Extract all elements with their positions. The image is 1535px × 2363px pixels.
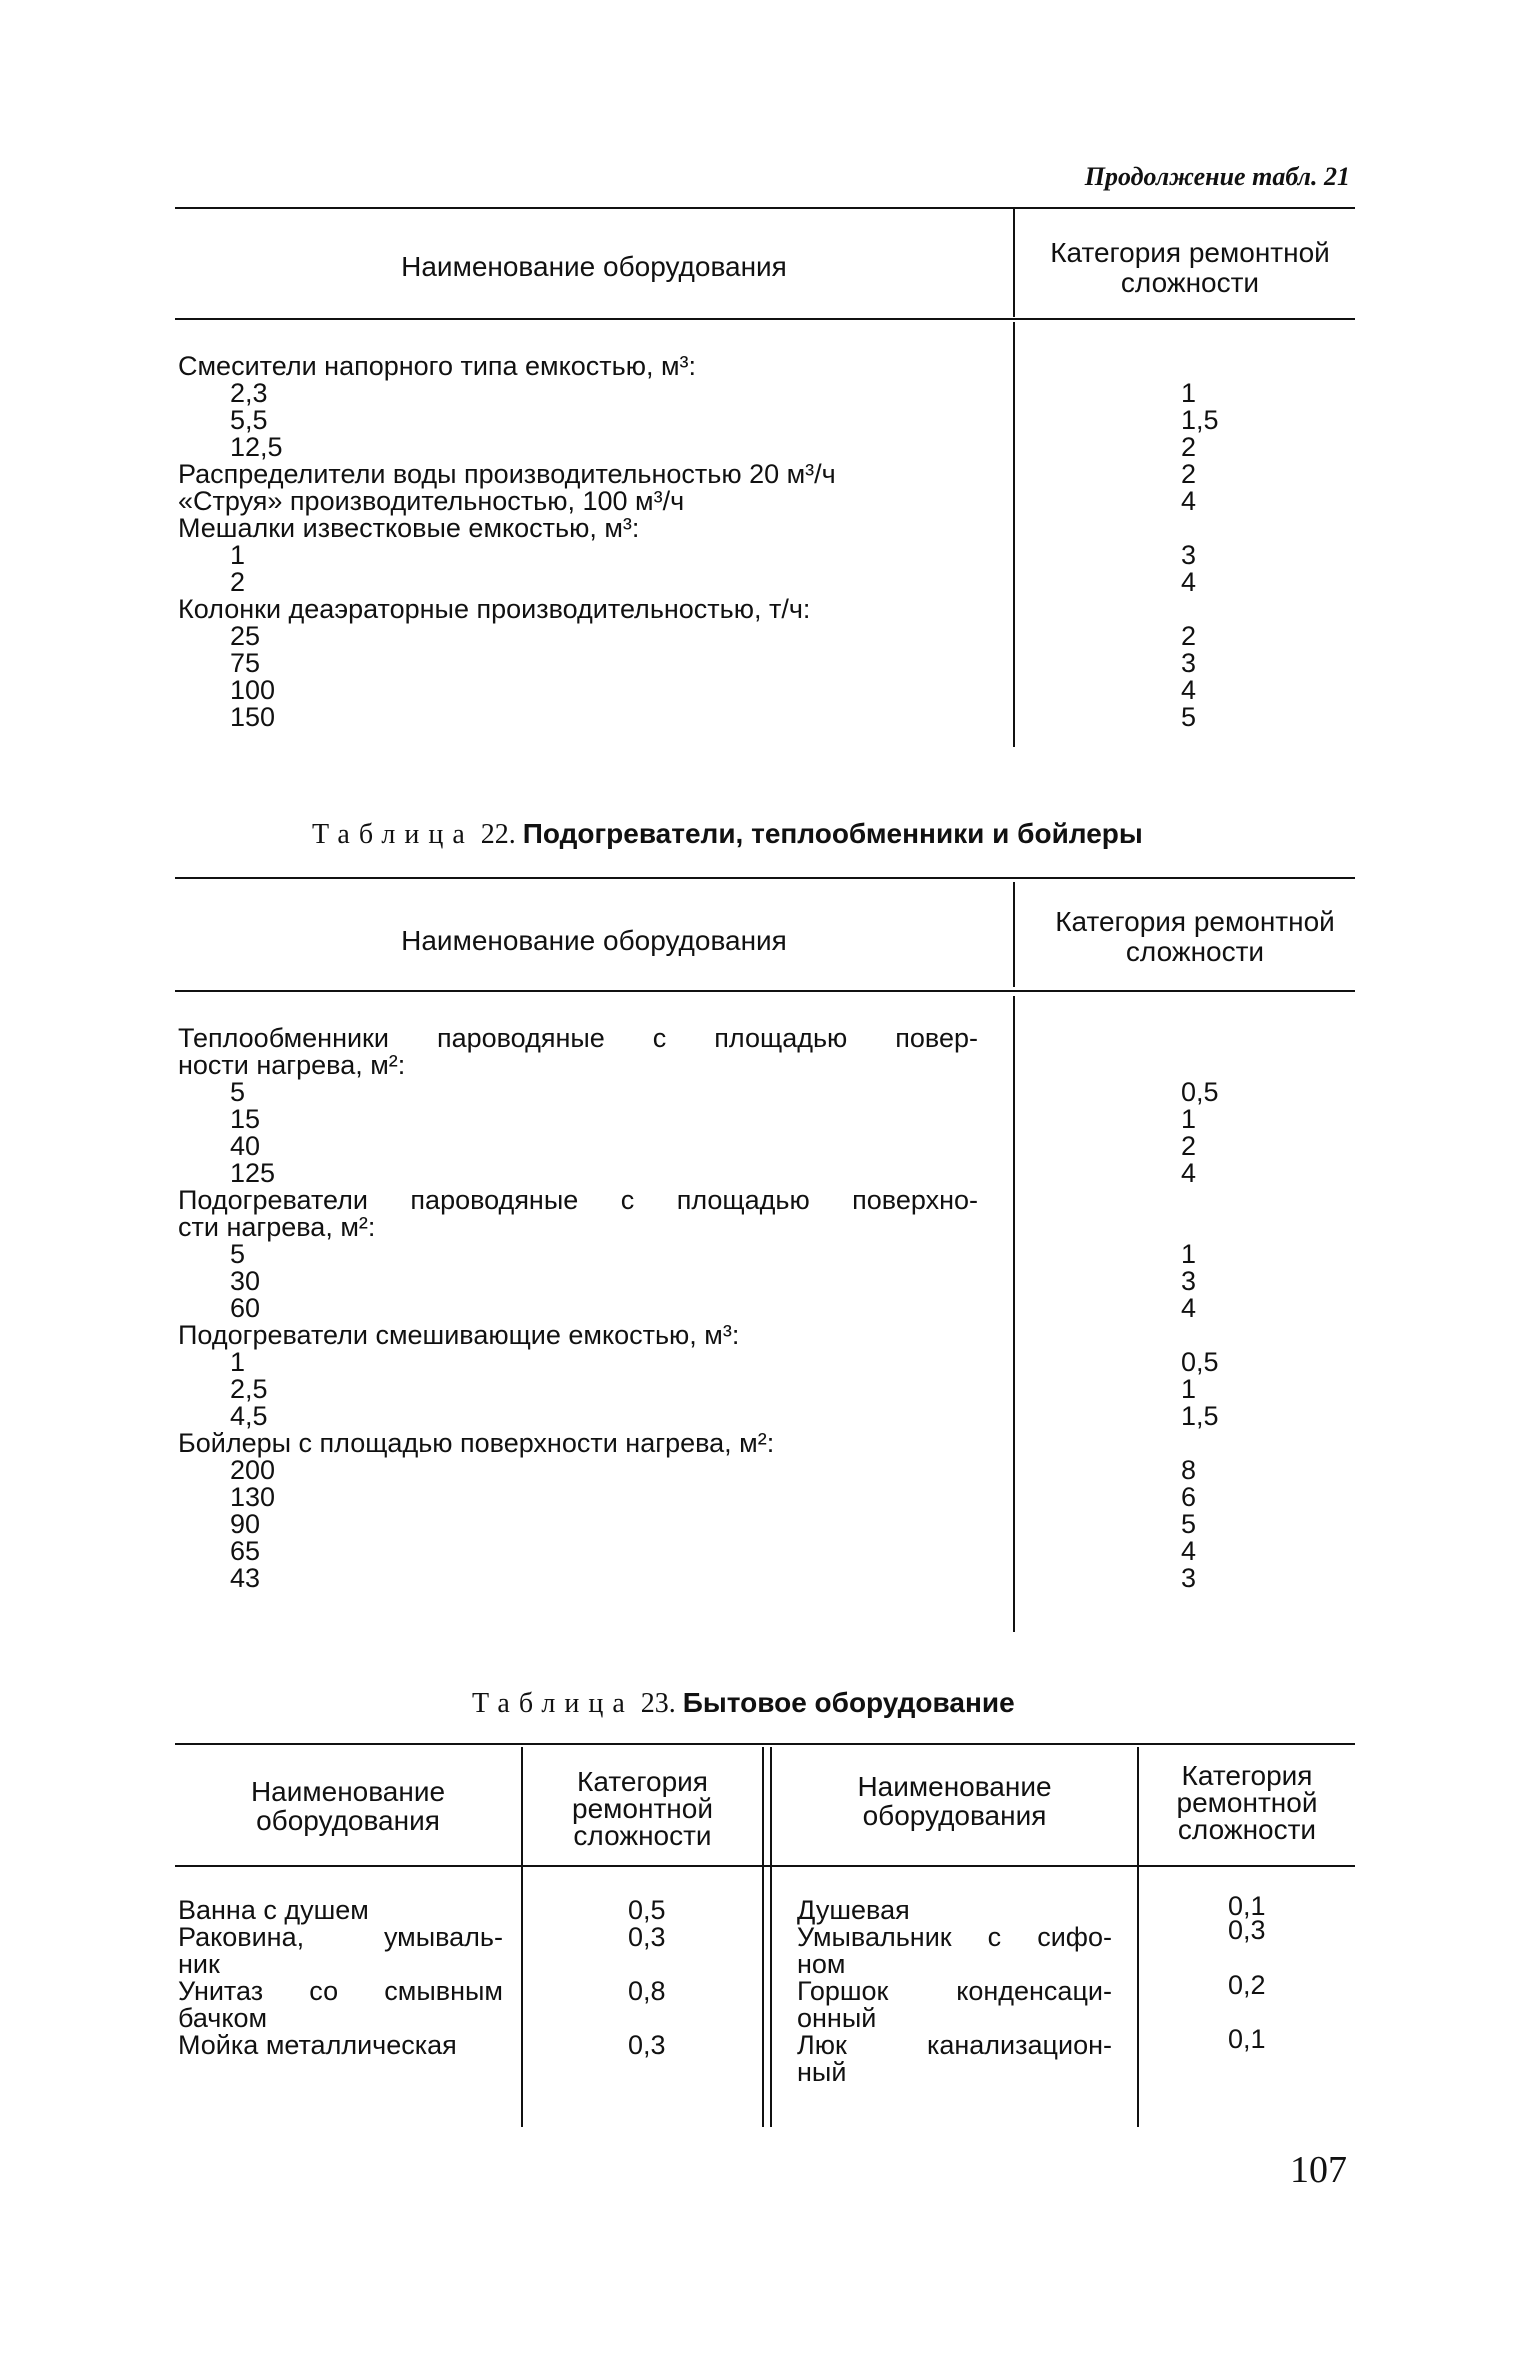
table-row-name: 40 bbox=[230, 1131, 261, 1161]
table-row-name: 125 bbox=[230, 1158, 276, 1188]
table-21-header-divider bbox=[1013, 207, 1015, 317]
table-row-value: 4 bbox=[1181, 486, 1197, 516]
table-row-name: 25 bbox=[230, 621, 261, 651]
table-row-value: 1 bbox=[1181, 1374, 1197, 1404]
table-row-value: 4 bbox=[1181, 1158, 1197, 1188]
table-row-name: 43 bbox=[230, 1563, 261, 1593]
table-21-top-rule bbox=[175, 207, 1355, 209]
table-row-value: 5 bbox=[1181, 702, 1197, 732]
table-row-name: 2,5 bbox=[230, 1374, 268, 1404]
table-row-name: «Струя» производительностью, 100 м³/ч bbox=[178, 486, 685, 516]
table-row-value: 0,3 bbox=[1228, 1915, 1266, 1945]
caption-title: Подогреватели, теплообменники и бойлеры bbox=[522, 818, 1143, 849]
table-row-value: 0,5 bbox=[628, 1895, 666, 1925]
table-row-value: 2 bbox=[1181, 432, 1197, 462]
table-row-value: 4 bbox=[1181, 1293, 1197, 1323]
table-row-value: 3 bbox=[1181, 1266, 1197, 1296]
table-row-value: 1,5 bbox=[1181, 405, 1219, 435]
table-row-name: сти нагрева, м²: bbox=[178, 1212, 376, 1242]
table-22-header-category: Категория ремонтной сложности bbox=[1055, 906, 1335, 967]
header-line: ремонтной bbox=[572, 1793, 713, 1824]
table-row-value: 0,5 bbox=[1181, 1347, 1219, 1377]
table-21-header-name: Наименование оборудования bbox=[401, 251, 787, 282]
table-row-value: 0,2 bbox=[1228, 1970, 1266, 2000]
continuation-label: Продолжение табл. 21 bbox=[1084, 162, 1350, 191]
table-row-name: Мойка металлическая bbox=[178, 2030, 457, 2060]
table-row-name: 2,3 bbox=[230, 378, 268, 408]
table-row-name: Подогреватели смешивающие емкостью, м³: bbox=[178, 1320, 740, 1350]
table-23-header-category-left bbox=[523, 1768, 762, 1849]
table-23-header-name-right bbox=[772, 1772, 1137, 1830]
table-row-value: 5 bbox=[1181, 1509, 1197, 1539]
table-row-value: 0,3 bbox=[628, 2030, 666, 2060]
table-row-value: 4 bbox=[1181, 1536, 1197, 1566]
table-22-top-rule bbox=[175, 877, 1355, 879]
table-23-top-rule bbox=[175, 1743, 1355, 1745]
table-row-name: 1 bbox=[230, 1347, 246, 1377]
table-22-header-name: Наименование оборудования bbox=[401, 925, 787, 956]
table-row-name: 65 bbox=[230, 1536, 261, 1566]
table-23-divider-2a bbox=[762, 1747, 764, 2127]
caption-prefix: Таблица bbox=[312, 819, 474, 850]
table-row-name: Мешалки известковые емкостью, м³: bbox=[178, 513, 640, 543]
caption-prefix: Таблица bbox=[472, 1688, 634, 1719]
table-row-value: 0,5 bbox=[1181, 1077, 1219, 1107]
header-line: оборудования bbox=[862, 1800, 1047, 1831]
table-row-name: Унитаз со смывным bbox=[178, 1976, 503, 2006]
table-row-value: 1 bbox=[1181, 378, 1197, 408]
table-row-name: ности нагрева, м²: bbox=[178, 1050, 406, 1080]
table-row-name: Душевая bbox=[797, 1895, 910, 1925]
table-row-name: Бойлеры с площадью поверхности нагрева, м²: bbox=[178, 1428, 775, 1458]
header-line: Категория bbox=[1181, 1760, 1313, 1791]
table-row-name: 12,5 bbox=[230, 432, 283, 462]
header-line: сложности bbox=[1177, 1814, 1317, 1845]
header-line: ремонтной bbox=[1176, 1787, 1318, 1818]
table-row-name: 1 bbox=[230, 540, 246, 570]
table-row-name: Раковина, умываль- bbox=[178, 1922, 503, 1952]
caption-number: 23. bbox=[640, 1688, 676, 1719]
table-row-name: 90 bbox=[230, 1509, 261, 1539]
header-line: оборудования bbox=[256, 1805, 440, 1836]
table-row-name: 5 bbox=[230, 1239, 246, 1269]
table-22-caption bbox=[312, 818, 1143, 851]
table-23-header-category-right bbox=[1139, 1762, 1355, 1843]
table-row-value: 1 bbox=[1181, 1239, 1197, 1269]
table-row-value: 2 bbox=[1181, 459, 1197, 489]
table-23-header-name-left bbox=[175, 1777, 521, 1835]
table-22-body-divider bbox=[1013, 996, 1015, 1632]
table-row-value: 0,3 bbox=[628, 1922, 666, 1952]
table-row-value: 8 bbox=[1181, 1455, 1197, 1485]
table-row-value: 2 bbox=[1181, 621, 1197, 651]
table-row-name: онный bbox=[797, 2003, 877, 2033]
header-line: Наименование bbox=[857, 1771, 1052, 1802]
table-row-value: 1,5 bbox=[1181, 1401, 1219, 1431]
header-line: Наименование bbox=[250, 1776, 446, 1807]
table-21-body-divider bbox=[1013, 322, 1015, 747]
table-row-value: 3 bbox=[1181, 648, 1197, 678]
table-23-caption bbox=[472, 1687, 1015, 1720]
header-line: сложности bbox=[573, 1820, 712, 1851]
table-row-name: 75 bbox=[230, 648, 261, 678]
table-row-value: 3 bbox=[1181, 540, 1197, 570]
table-row-name: 60 bbox=[230, 1293, 261, 1323]
table-row-name: бачком bbox=[178, 2003, 268, 2033]
caption-title: Бытовое оборудование bbox=[682, 1687, 1015, 1718]
caption-number: 22. bbox=[480, 819, 516, 850]
table-row-name: 5,5 bbox=[230, 405, 268, 435]
table-row-name: 15 bbox=[230, 1104, 261, 1134]
table-row-name: 30 bbox=[230, 1266, 261, 1296]
table-21-header-category: Категория ремонтной сложности bbox=[1050, 237, 1330, 298]
table-row-name: ный bbox=[797, 2057, 847, 2087]
table-row-value: 6 bbox=[1181, 1482, 1197, 1512]
table-row-name: 130 bbox=[230, 1482, 276, 1512]
table-row-value: 1 bbox=[1181, 1104, 1197, 1134]
table-row-name: 150 bbox=[230, 702, 276, 732]
table-row-value: 0,1 bbox=[1228, 2024, 1266, 2054]
table-row-name: 5 bbox=[230, 1077, 246, 1107]
table-row-name: 4,5 bbox=[230, 1401, 268, 1431]
table-row-name: Умывальник с сифо- bbox=[797, 1922, 1112, 1952]
table-21-header-rule bbox=[175, 318, 1355, 320]
table-row-name: Колонки деаэраторные производительностью, т/ч: bbox=[178, 594, 811, 624]
table-23-header-rule bbox=[175, 1865, 1355, 1867]
table-row-value: 3 bbox=[1181, 1563, 1197, 1593]
table-row-name: Ванна с душем bbox=[178, 1895, 369, 1925]
table-row-value: 2 bbox=[1181, 1131, 1197, 1161]
table-row-name: Горшок конденсаци- bbox=[797, 1976, 1112, 2006]
table-row-name: 200 bbox=[230, 1455, 276, 1485]
table-row-name: Подогреватели пароводяные с площадью поверхно- bbox=[178, 1185, 978, 1215]
table-row-name: Люк канализацион- bbox=[797, 2030, 1112, 2060]
table-row-value: 0,1 bbox=[1228, 1891, 1266, 1921]
page-number: 107 bbox=[1290, 2149, 1347, 2191]
table-row-value: 0,8 bbox=[628, 1976, 666, 2006]
table-22-header-rule bbox=[175, 990, 1355, 992]
table-row-name: Смесители напорного типа емкостью, м³: bbox=[178, 351, 696, 381]
table-row-value: 4 bbox=[1181, 567, 1197, 597]
table-row-value: 4 bbox=[1181, 675, 1197, 705]
table-row-name: Теплообменники пароводяные с площадью повер- bbox=[178, 1023, 978, 1053]
table-row-name: 2 bbox=[230, 567, 246, 597]
table-row-name: 100 bbox=[230, 675, 276, 705]
header-line: Категория bbox=[577, 1766, 708, 1797]
table-22-header-divider bbox=[1013, 882, 1015, 987]
table-row-name: Распределители воды производительностью 20 м³/ч bbox=[178, 459, 836, 489]
table-row-name: ном bbox=[797, 1949, 846, 1979]
table-row-name: ник bbox=[178, 1949, 220, 1979]
